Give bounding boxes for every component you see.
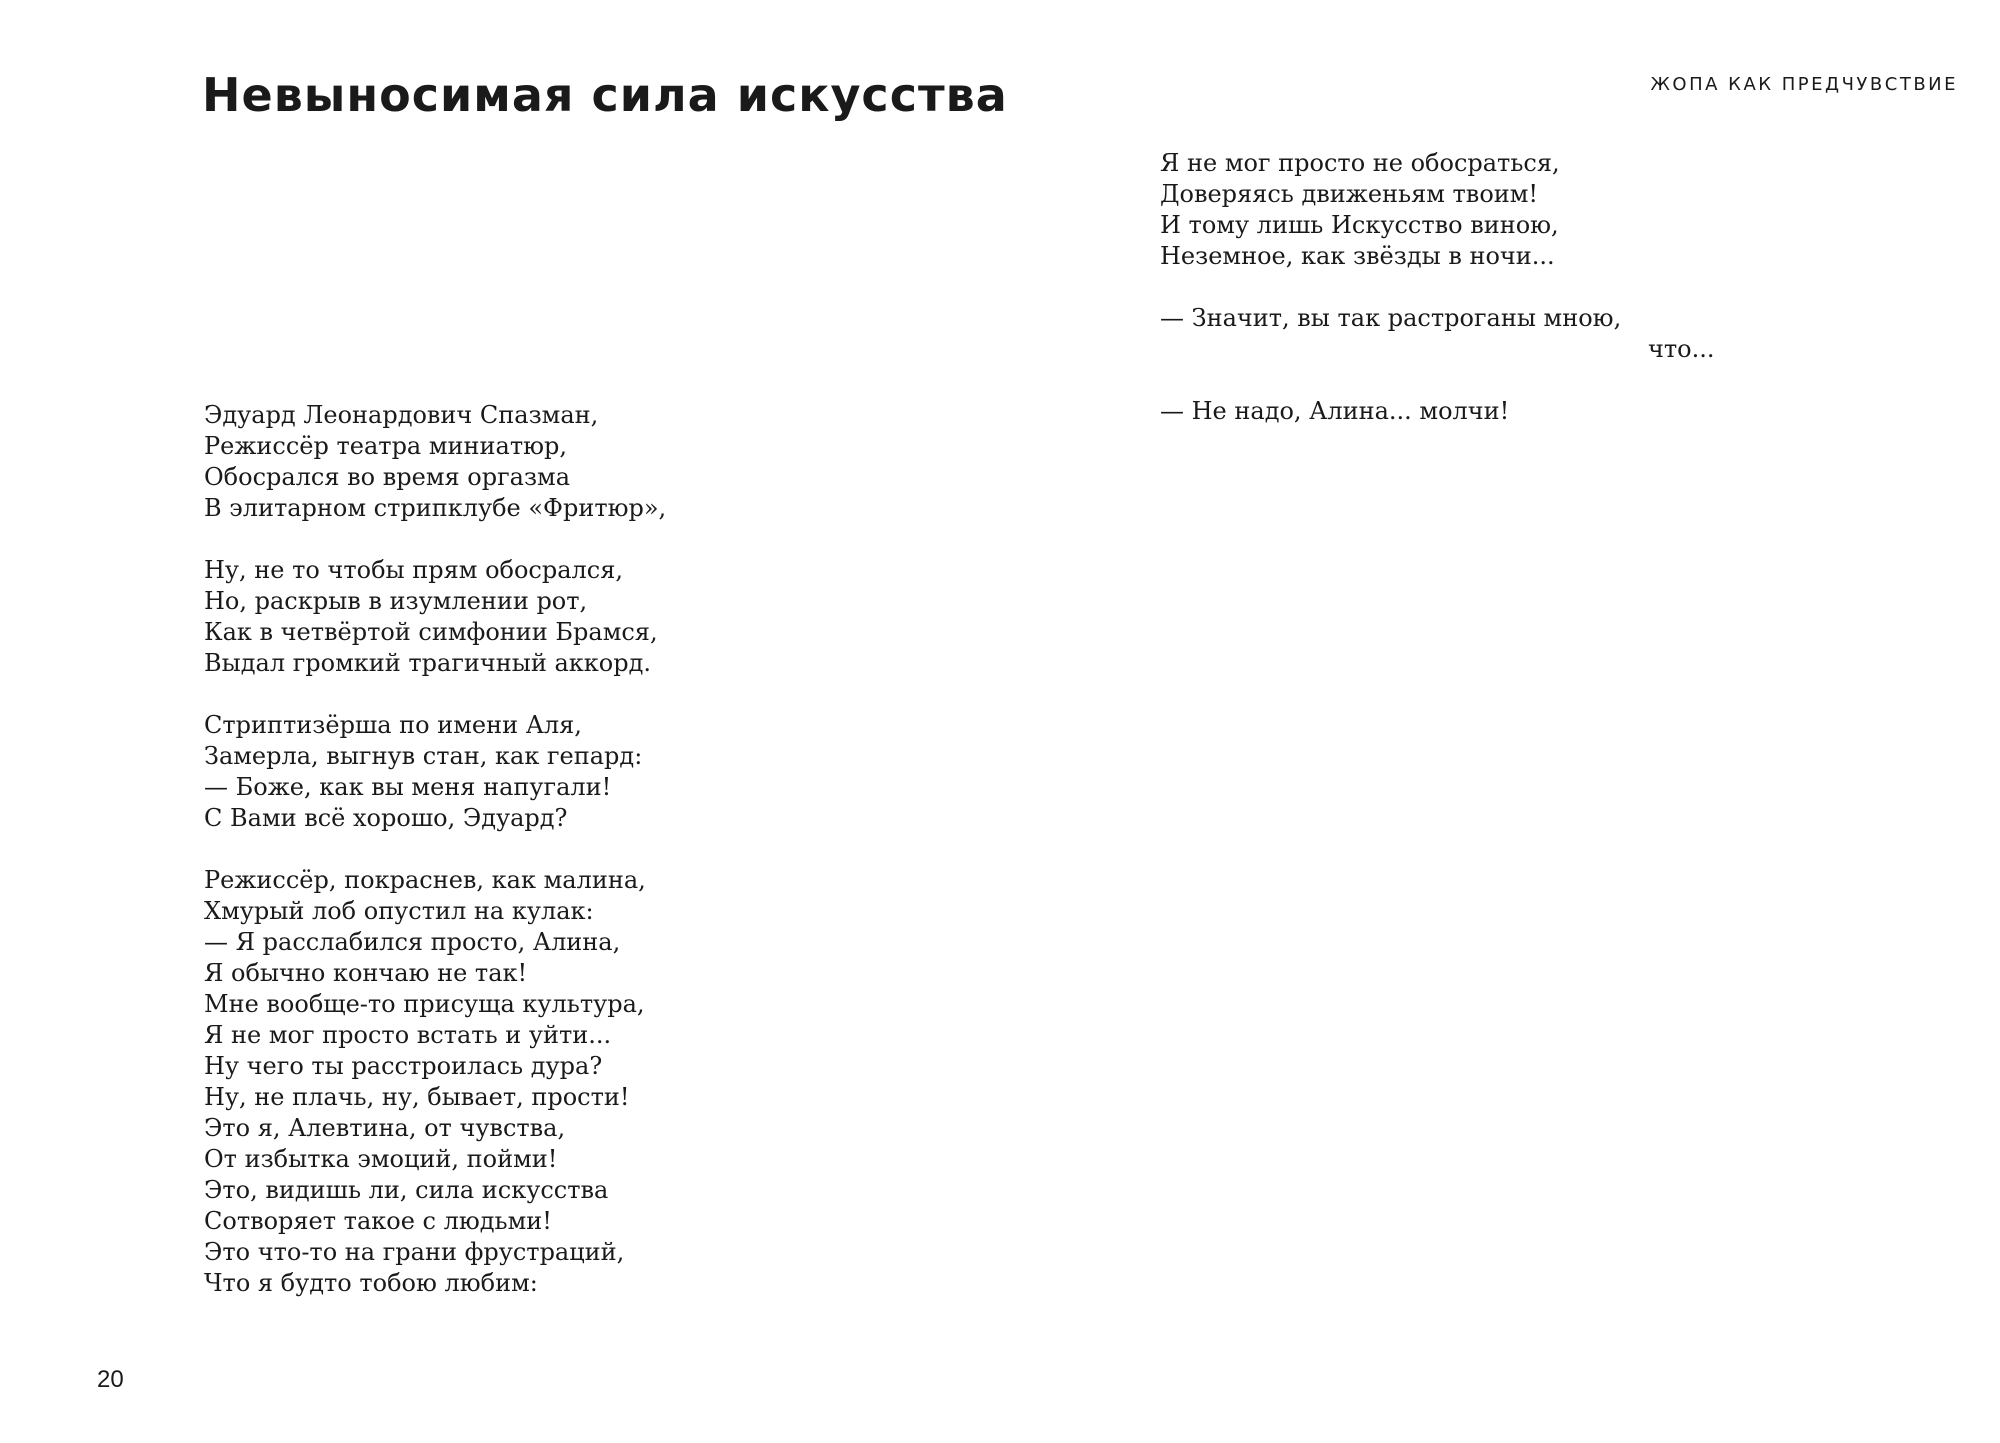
poem-line: Это что-то на грани фрустраций, bbox=[204, 1238, 625, 1266]
poem-line: — Не надо, Алина... молчи! bbox=[1160, 397, 1510, 425]
stanza bbox=[204, 865, 666, 1299]
poem-line: Хмурый лоб опустил на кулак: bbox=[204, 897, 594, 925]
poem-line: Я не мог просто не обосраться, bbox=[1160, 149, 1560, 177]
poem-line: Выдал громкий трагичный аккорд. bbox=[204, 649, 652, 677]
poem-line: Но, раскрыв в изумлении рот, bbox=[204, 587, 588, 615]
poem-line: С Вами всё хорошо, Эдуард? bbox=[204, 804, 568, 832]
poem-line: Мне вообще-то присуща культура, bbox=[204, 990, 645, 1018]
poem-line: Неземное, как звёзды в ночи... bbox=[1160, 242, 1555, 270]
poem-line: И тому лишь Искусство виною, bbox=[1160, 211, 1559, 239]
poem-line: Я не мог просто встать и уйти... bbox=[204, 1021, 612, 1049]
poem-line: От избытка эмоций, пойми! bbox=[204, 1145, 558, 1173]
poem-line: Как в четвёртой симфонии Брамся, bbox=[204, 618, 658, 646]
poem-line: — Я расслабился просто, Алина, bbox=[204, 928, 621, 956]
poem-line: — Значит, вы так растроганы мною, bbox=[1160, 304, 1622, 332]
stanza bbox=[1160, 303, 1714, 365]
poem-line-continuation: что... bbox=[1648, 335, 1715, 363]
poem-line: Доверяясь движеньям твоим! bbox=[1160, 180, 1539, 208]
poem-line: Режиссёр театра миниатюр, bbox=[204, 432, 567, 460]
stanza bbox=[1160, 148, 1714, 272]
poem-line: Обосрался во время оргазма bbox=[204, 463, 571, 491]
poem-line: Это я, Алевтина, от чувства, bbox=[204, 1114, 566, 1142]
poem-line: Сотворяет такое с людьми! bbox=[204, 1207, 552, 1235]
running-head: ЖОПА КАК ПРЕДЧУВСТВИЕ bbox=[1650, 74, 1958, 95]
left-column bbox=[204, 400, 666, 1330]
right-column bbox=[1160, 148, 1714, 458]
poem-line: Эдуард Леонардович Спазман, bbox=[204, 401, 599, 429]
poem-title: Невыносимая сила искусства bbox=[202, 68, 1008, 122]
page-number: 20 bbox=[97, 1366, 124, 1393]
poem-line: В элитарном стрипклубе «Фритюр», bbox=[204, 494, 667, 522]
poem-line: Ну, не то чтобы прям обосрался, bbox=[204, 556, 623, 584]
poem-line: Ну, не плачь, ну, бывает, прости! bbox=[204, 1083, 630, 1111]
poem-line: Что я будто тобою любим: bbox=[204, 1269, 538, 1297]
stanza bbox=[204, 710, 666, 834]
poem-line: — Боже, как вы меня напугали! bbox=[204, 773, 612, 801]
poem-line: Я обычно кончаю не так! bbox=[204, 959, 528, 987]
stanza bbox=[204, 400, 666, 524]
poem-line: Стриптизёрша по имени Аля, bbox=[204, 711, 582, 739]
poem-line: Ну чего ты расстроилась дура? bbox=[204, 1052, 603, 1080]
poem-line: Замерла, выгнув стан, как гепард: bbox=[204, 742, 643, 770]
stanza bbox=[1160, 396, 1714, 427]
poem-line: Это, видишь ли, сила искусства bbox=[204, 1176, 609, 1204]
poem-line: Режиссёр, покраснев, как малина, bbox=[204, 866, 646, 894]
stanza bbox=[204, 555, 666, 679]
